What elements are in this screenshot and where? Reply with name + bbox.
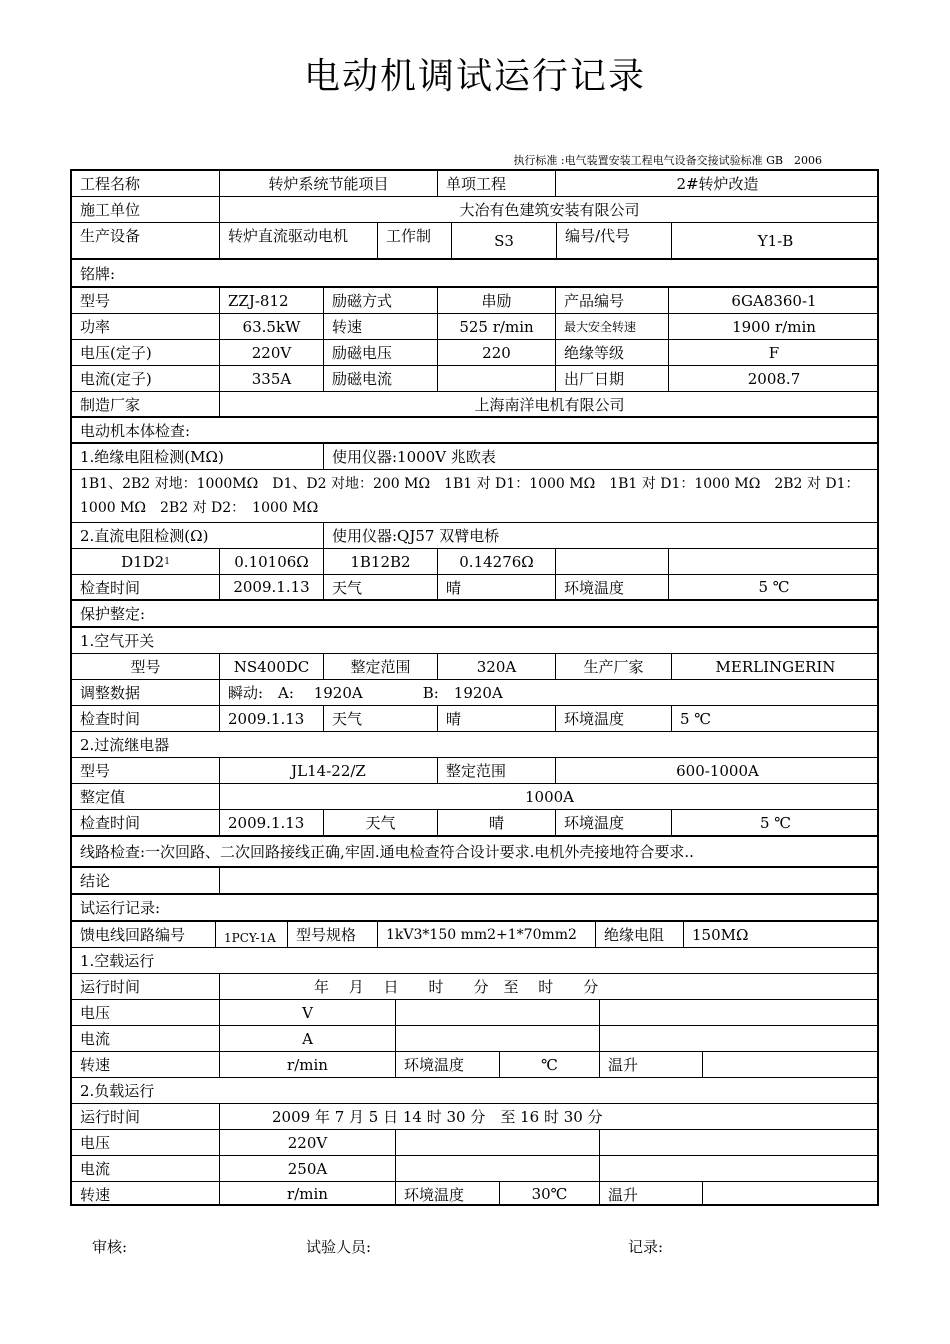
body-weather-value: 晴: [438, 575, 556, 599]
spec-label: 型号规格: [288, 922, 378, 947]
np-exci-label: 励磁电流: [324, 366, 438, 391]
l-time-value: 2009 年 7 月 5 日 14 时 30 分 至 16 时 30 分: [272, 1108, 603, 1126]
nl-temp-value: ℃: [500, 1052, 600, 1077]
breaker-weather-label: 天气: [324, 706, 438, 731]
breaker-time-label: 检查时间: [72, 706, 220, 731]
body-time-value: 2009.1.13: [220, 575, 324, 599]
np-date-label: 出厂日期: [556, 366, 669, 391]
breaker-model-value: NS400DC: [220, 654, 324, 679]
empty-cell: [600, 1130, 879, 1155]
recorder-signature: 记录:: [628, 1238, 664, 1256]
np-serial-value: 6GA8360-1: [731, 291, 817, 310]
table-row: [72, 444, 877, 470]
dc-test-instrument: 使用仪器:QJ57 双臂电桥: [332, 527, 500, 545]
l-rise-value: [703, 1182, 879, 1206]
breaker-time-value: 2009.1.13: [220, 706, 324, 731]
table-row: [72, 1052, 877, 1078]
np-curr-label: 电流(定子): [72, 366, 220, 391]
np-speed-value: 525 r/min: [438, 314, 556, 339]
np-exc-value: 串励: [438, 288, 556, 313]
table-row: [72, 1000, 877, 1026]
np-ins-label: 绝缘等级: [556, 340, 669, 365]
breaker-temp-label: 环境温度: [556, 706, 672, 731]
dc-test-title: 2.直流电阻检测(Ω): [72, 523, 324, 548]
l-temp-value: 30℃: [500, 1182, 600, 1206]
nl-time-value: 年 月 日 时 分 至 时 分: [314, 978, 599, 996]
project-name-value: 转炉系统节能项目: [220, 171, 438, 196]
nl-time-label: 运行时间: [72, 974, 220, 999]
noload-title: 1.空载运行: [80, 952, 155, 970]
table-row: [72, 784, 877, 810]
dc-b-value: 0.14276Ω: [438, 549, 556, 574]
trial-header: 试运行记录:: [80, 899, 161, 917]
empty-cell: [600, 1000, 879, 1025]
table-row: [72, 288, 877, 314]
table-row: [72, 680, 877, 706]
body-check-header: 电动机本体检查:: [80, 421, 191, 440]
relay-title: 2.过流继电器: [80, 736, 170, 754]
body-temp-value: 5 ℃: [758, 578, 790, 596]
page-title: 电动机调试运行记录: [303, 56, 646, 97]
table-row: [72, 948, 877, 974]
table-row: [72, 197, 877, 223]
unit-value: 大冶有色建筑安装有限公司: [459, 201, 640, 219]
nl-speed-label: 转速: [72, 1052, 220, 1077]
np-excv-value: 220: [438, 340, 556, 365]
table-row: [72, 171, 877, 197]
table-row: [72, 654, 877, 680]
np-maker-value: 上海南洋电机有限公司: [474, 395, 625, 414]
relay-weather-label: 天气: [324, 810, 438, 835]
project-item-value: 2#转炉改造: [676, 175, 759, 193]
nameplate-header: 铭牌:: [80, 264, 116, 283]
table-row: [72, 523, 877, 549]
table-row: [72, 340, 877, 366]
np-power-label: 功率: [72, 314, 220, 339]
body-temp-label: 环境温度: [556, 575, 669, 599]
table-row: [72, 1130, 877, 1156]
protection-header: 保护整定:: [80, 605, 146, 623]
empty-cell: [396, 1026, 600, 1051]
unit-label: 施工单位: [72, 197, 220, 222]
np-model-label: 型号: [72, 288, 220, 313]
duty-value: S3: [452, 223, 557, 258]
body-time-label: 检查时间: [72, 575, 220, 599]
trial-ins-label: 绝缘电阻: [596, 922, 684, 947]
equip-label: 生产设备: [72, 223, 220, 258]
breaker-maker-value: MERLINGERIN: [715, 657, 836, 676]
adjust-value: 瞬动: A: 1920A B: 1920A: [228, 684, 503, 702]
breaker-maker-label: 生产厂家: [556, 654, 672, 679]
np-serial-label: 产品编号: [556, 288, 669, 313]
line-check: 线路检查:一次回路、二次回路接线正确,牢固.通电检查符合设计要求.电机外壳接地符合要求..: [80, 843, 694, 861]
table-row: [72, 758, 877, 784]
np-maxspeed-label: 最大安全转速: [556, 314, 669, 339]
record-table: [70, 169, 879, 1206]
table-row: [72, 392, 877, 418]
dc-a-subscript: 1: [164, 556, 170, 567]
dc-a-label-cell: [72, 549, 220, 574]
duty-label: 工作制: [378, 223, 452, 258]
empty-cell: [396, 1156, 600, 1181]
ins-test-instrument: 使用仪器:1000V 兆欧表: [332, 448, 496, 466]
np-exc-label: 励磁方式: [324, 288, 438, 313]
relay-temp-value: 5 ℃: [759, 813, 792, 832]
l-speed-value: r/min: [220, 1182, 396, 1206]
set-value: 1000A: [524, 787, 574, 806]
l-curr-label: 电流: [72, 1156, 220, 1181]
np-maker-label: 制造厂家: [72, 392, 220, 416]
code-label: 编号/代号: [557, 223, 672, 258]
set-label: 整定值: [72, 784, 220, 809]
l-rise-label: 温升: [600, 1182, 703, 1206]
table-row: [72, 575, 877, 601]
relay-temp-label: 环境温度: [556, 810, 672, 835]
table-row: [72, 314, 877, 340]
np-exci-value: [438, 366, 556, 391]
l-curr-value: 250A: [220, 1156, 396, 1181]
table-row: [72, 974, 877, 1000]
np-date-value: 2008.7: [747, 369, 801, 388]
conclusion-value: [220, 868, 879, 893]
l-temp-label: 环境温度: [396, 1182, 500, 1206]
np-volt-label: 电压(定子): [72, 340, 220, 365]
relay-range-value: 600-1000A: [676, 761, 759, 780]
breaker-title: 1.空气开关: [80, 632, 155, 650]
empty-cell: [396, 1000, 600, 1025]
table-row: [72, 260, 877, 288]
nl-rise-value: [703, 1052, 879, 1077]
review-signature: 审核:: [92, 1238, 128, 1256]
breaker-range-value: 320A: [438, 654, 556, 679]
table-row: [72, 1078, 877, 1104]
np-model-value: ZZJ-812: [220, 288, 324, 313]
spec-value: 1kV3*150 mm2+1*70mm2: [378, 922, 596, 947]
np-ins-value: F: [768, 343, 780, 362]
dc-a-value: 0.10106Ω: [220, 549, 324, 574]
standard-note: 执行标准 :电气装置安装工程电气设备交接试验标准 GB 2006: [513, 154, 822, 167]
np-power-value: 63.5kW: [220, 314, 324, 339]
table-row: [72, 549, 877, 575]
table-row: [72, 418, 877, 444]
empty-cell: [396, 1130, 600, 1155]
breaker-weather-value: 晴: [438, 706, 556, 731]
project-name-label: 工程名称: [72, 171, 220, 196]
l-speed-label: 转速: [72, 1182, 220, 1206]
breaker-model-label: 型号: [72, 654, 220, 679]
relay-weather-value: 晴: [438, 810, 556, 835]
np-speed-label: 转速: [324, 314, 438, 339]
table-row: [72, 601, 877, 628]
tester-signature: 试验人员:: [306, 1238, 372, 1256]
table-row: [72, 1182, 877, 1206]
table-row: [72, 837, 877, 868]
conclusion-label: 结论: [72, 868, 220, 893]
table-row: [72, 1156, 877, 1182]
feeder-value: 1PCY-1A: [216, 922, 288, 947]
trial-ins-value: 150MΩ: [692, 925, 749, 944]
nl-temp-label: 环境温度: [396, 1052, 500, 1077]
table-row: [72, 810, 877, 837]
dc-b-label: 1B12B2: [324, 549, 438, 574]
table-row: [72, 1026, 877, 1052]
np-volt-value: 220V: [220, 340, 324, 365]
l-time-label: 运行时间: [72, 1104, 220, 1129]
nl-volt-value: V: [220, 1000, 396, 1025]
table-row: [72, 706, 877, 732]
empty-cell: [556, 549, 669, 574]
table-row: [72, 895, 877, 922]
breaker-range-label: 整定范围: [324, 654, 438, 679]
empty-cell: [600, 1026, 879, 1051]
table-row: [72, 223, 877, 260]
nl-curr-value: A: [220, 1026, 396, 1051]
body-weather-label: 天气: [324, 575, 438, 599]
relay-time-label: 检查时间: [72, 810, 220, 835]
nl-curr-label: 电流: [72, 1026, 220, 1051]
table-row: [72, 732, 877, 758]
load-title: 2.负载运行: [80, 1082, 155, 1100]
feeder-label: 馈电线回路编号: [72, 922, 216, 947]
code-value: Y1-B: [757, 231, 794, 250]
np-curr-value: 335A: [220, 366, 324, 391]
l-volt-label: 电压: [72, 1130, 220, 1155]
empty-cell: [669, 549, 879, 574]
dc-a-label: D1D2: [121, 552, 165, 571]
table-row: [72, 470, 877, 523]
table-row: [72, 922, 877, 948]
nl-volt-label: 电压: [72, 1000, 220, 1025]
relay-time-value: 2009.1.13: [220, 810, 324, 835]
equip-value: 转炉直流驱动电机: [220, 223, 378, 258]
np-excv-label: 励磁电压: [324, 340, 438, 365]
nl-rise-label: 温升: [600, 1052, 703, 1077]
table-row: [72, 366, 877, 392]
adjust-label: 调整数据: [72, 680, 220, 705]
ins-test-title: 1.绝缘电阻检测(MΩ): [72, 444, 324, 469]
l-volt-value: 220V: [220, 1130, 396, 1155]
nl-speed-value: r/min: [220, 1052, 396, 1077]
table-row: [72, 1104, 877, 1130]
table-row: [72, 628, 877, 654]
table-row: [72, 868, 877, 895]
relay-model-value: JL14-22/Z: [220, 758, 438, 783]
ins-test-result: 1B1、2B2 对地：1000MΩ D1、D2 对地：200 MΩ 1B1 对 D1：1000 MΩ 1B1 对 D1：1000 MΩ 2B2 对 D1：1000 MΩ 2B2 对 D2： 1000 MΩ: [80, 476, 860, 516]
relay-range-label: 整定范围: [438, 758, 556, 783]
breaker-temp-value: 5 ℃: [680, 709, 712, 728]
np-maxspeed-value: 1900 r/min: [732, 317, 816, 336]
relay-model-label: 型号: [72, 758, 220, 783]
project-item-label: 单项工程: [438, 171, 556, 196]
empty-cell: [600, 1156, 879, 1181]
